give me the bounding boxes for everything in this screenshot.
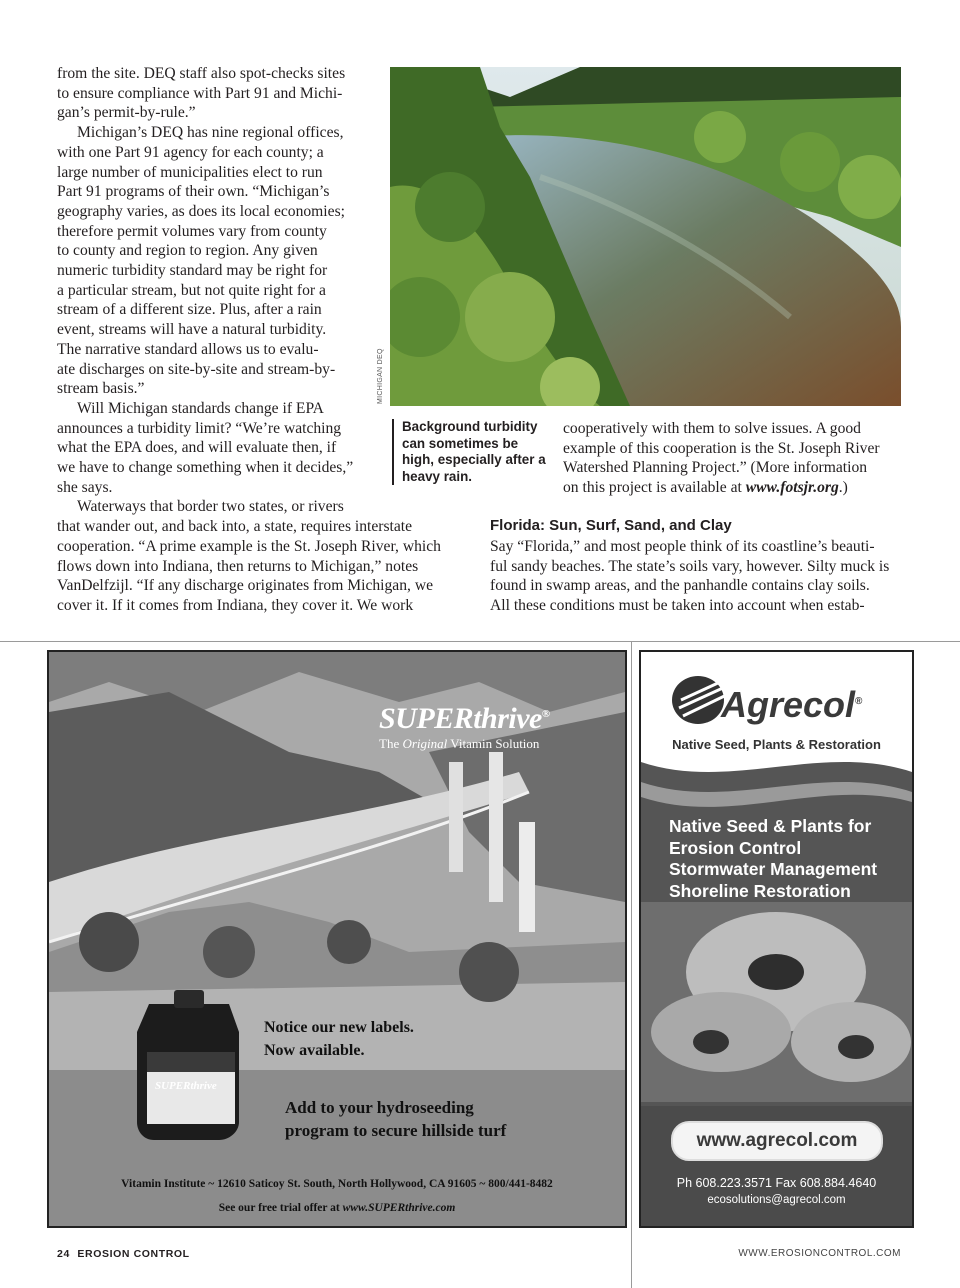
article-line: VanDelfzijl. “If any discharge originates from Michigan, we <box>57 577 434 595</box>
jug-label-logo: SUPERthrive <box>155 1080 217 1092</box>
article-line: to ensure compliance with Part 91 and Michi- <box>57 84 343 102</box>
article-line: numeric turbidity standard may be right for <box>57 262 328 280</box>
article-right-column <box>563 419 903 498</box>
article-line: Michigan’s DEQ has nine regional offices, <box>77 124 344 142</box>
article-url[interactable]: www.fotsjr.org <box>745 479 839 497</box>
article-line: that wander out, and back into, a state, requires interstate <box>57 518 413 536</box>
article-line: event, streams will have a natural turbidity. <box>57 321 327 339</box>
superthrive-pitch: Add to your hydroseeding program to secure hillside turf <box>285 1098 507 1140</box>
article-line: therefore permit volumes vary from county <box>57 222 327 240</box>
article-line <box>563 478 903 498</box>
article-line: what the EPA does, and will evaluate then, if <box>57 439 337 457</box>
article-line: stream basis.” <box>57 380 145 398</box>
vertical-divider <box>631 641 632 1288</box>
article-line: cooperation. “A prime example is the St. Joseph River, which <box>57 537 441 555</box>
superthrive-notice: Notice our new labels. Now available. <box>264 1019 414 1059</box>
florida-paragraph <box>490 537 910 616</box>
article-line: from the site. DEQ staff also spot-checks sites <box>57 65 346 82</box>
article-line: found in swamp areas, and the panhandle contains clay soils. <box>490 577 870 595</box>
agrecol-service: Erosion Control <box>669 837 802 858</box>
agrecol-tagline: Native Seed, Plants & Restoration <box>672 737 881 752</box>
article-line: geography varies, as does its local economies; <box>57 202 345 220</box>
article-line: Watershed Planning Project.” (More information <box>563 459 868 477</box>
article-line: cooperatively with them to solve issues. A good <box>563 420 861 437</box>
agrecol-service: Native Seed & Plants for <box>669 816 872 836</box>
superthrive-address: Vitamin Institute ~ 12610 Saticoy St. South, North Hollywood, CA 91605 ~ 800/441-8482 <box>121 1178 553 1190</box>
agrecol-ad[interactable] <box>639 650 914 1228</box>
agrecol-email[interactable]: ecosolutions@agrecol.com <box>707 1194 846 1206</box>
agrecol-service: Shoreline Restoration <box>669 880 851 901</box>
article-line: we have to change something when it decides,” <box>57 459 354 477</box>
superthrive-url[interactable]: www.SUPERthrive.com <box>342 1202 456 1214</box>
article-line: announces a turbidity limit? “We’re watching <box>57 419 342 437</box>
article-line: Say “Florida,” and most people think of its coastline’s beauti- <box>490 538 875 555</box>
superthrive-ad[interactable] <box>47 650 627 1228</box>
article-line: Will Michigan standards change if EPA <box>77 399 324 417</box>
agrecol-service: Stormwater Management <box>669 859 878 879</box>
article-line: a particular stream, but not quite right for a <box>57 281 326 299</box>
footer-page-info <box>57 1248 190 1260</box>
article-line: example of this cooperation is the St. Joseph River <box>563 439 880 457</box>
river-photo <box>390 67 901 406</box>
superthrive-tagline: The Original Vitamin Solution <box>379 736 540 751</box>
article-line: gan’s permit-by-rule.” <box>57 104 196 122</box>
article-line: ful sandy beaches. The state’s soils vary, however. Silty muck is <box>490 557 890 575</box>
article-line: cover it. If it comes from Indiana, they cover it. We work <box>57 596 414 614</box>
article-line: with one Part 91 agency for each county; a <box>57 143 324 161</box>
superthrive-logo: SUPERthrive® <box>379 702 550 735</box>
article-line: Part 91 programs of their own. “Michigan’s <box>57 183 330 201</box>
page-number: 24 <box>57 1248 70 1260</box>
article-line: to county and region to region. Any given <box>57 242 318 260</box>
article-line: The narrative standard allows us to evalu- <box>57 340 319 358</box>
article-line: she says. <box>57 478 113 496</box>
agrecol-logo: Agrecol® <box>721 684 863 725</box>
agrecol-services <box>669 816 877 902</box>
footer-website[interactable]: WWW.EROSIONCONTROL.COM <box>738 1248 901 1259</box>
article-line: flows down into Indiana, then returns to Michigan,” notes <box>57 557 419 575</box>
horizontal-divider <box>0 641 960 642</box>
article-url-tail: .) <box>838 479 848 497</box>
article-line-text: on this project is available at <box>563 479 746 497</box>
magazine-name: EROSION CONTROL <box>77 1248 190 1260</box>
agrecol-website-button[interactable]: www.agrecol.com <box>671 1121 883 1161</box>
article-line: large number of municipalities elect to run <box>57 163 323 181</box>
photo-caption: Background turbidity can sometimes be high, especially after a heavy rain. <box>392 419 552 485</box>
agrecol-phone-fax: Ph 608.223.3571 Fax 608.884.4640 <box>676 1176 877 1190</box>
article-line: All these conditions must be taken into account when estab- <box>490 597 865 615</box>
article-line: Waterways that border two states, or rivers <box>77 498 344 516</box>
photo-credit: MICHIGAN DEQ <box>377 348 384 404</box>
article-line: ate discharges on site-by-site and stream-by- <box>57 360 336 378</box>
article-line: stream of a different size. Plus, after a rain <box>57 301 322 319</box>
superthrive-trial-offer: See our free trial offer at www.SUPERthrive.com <box>218 1202 456 1214</box>
section-heading-florida: Florida: Sun, Surf, Sand, and Clay <box>490 517 732 534</box>
